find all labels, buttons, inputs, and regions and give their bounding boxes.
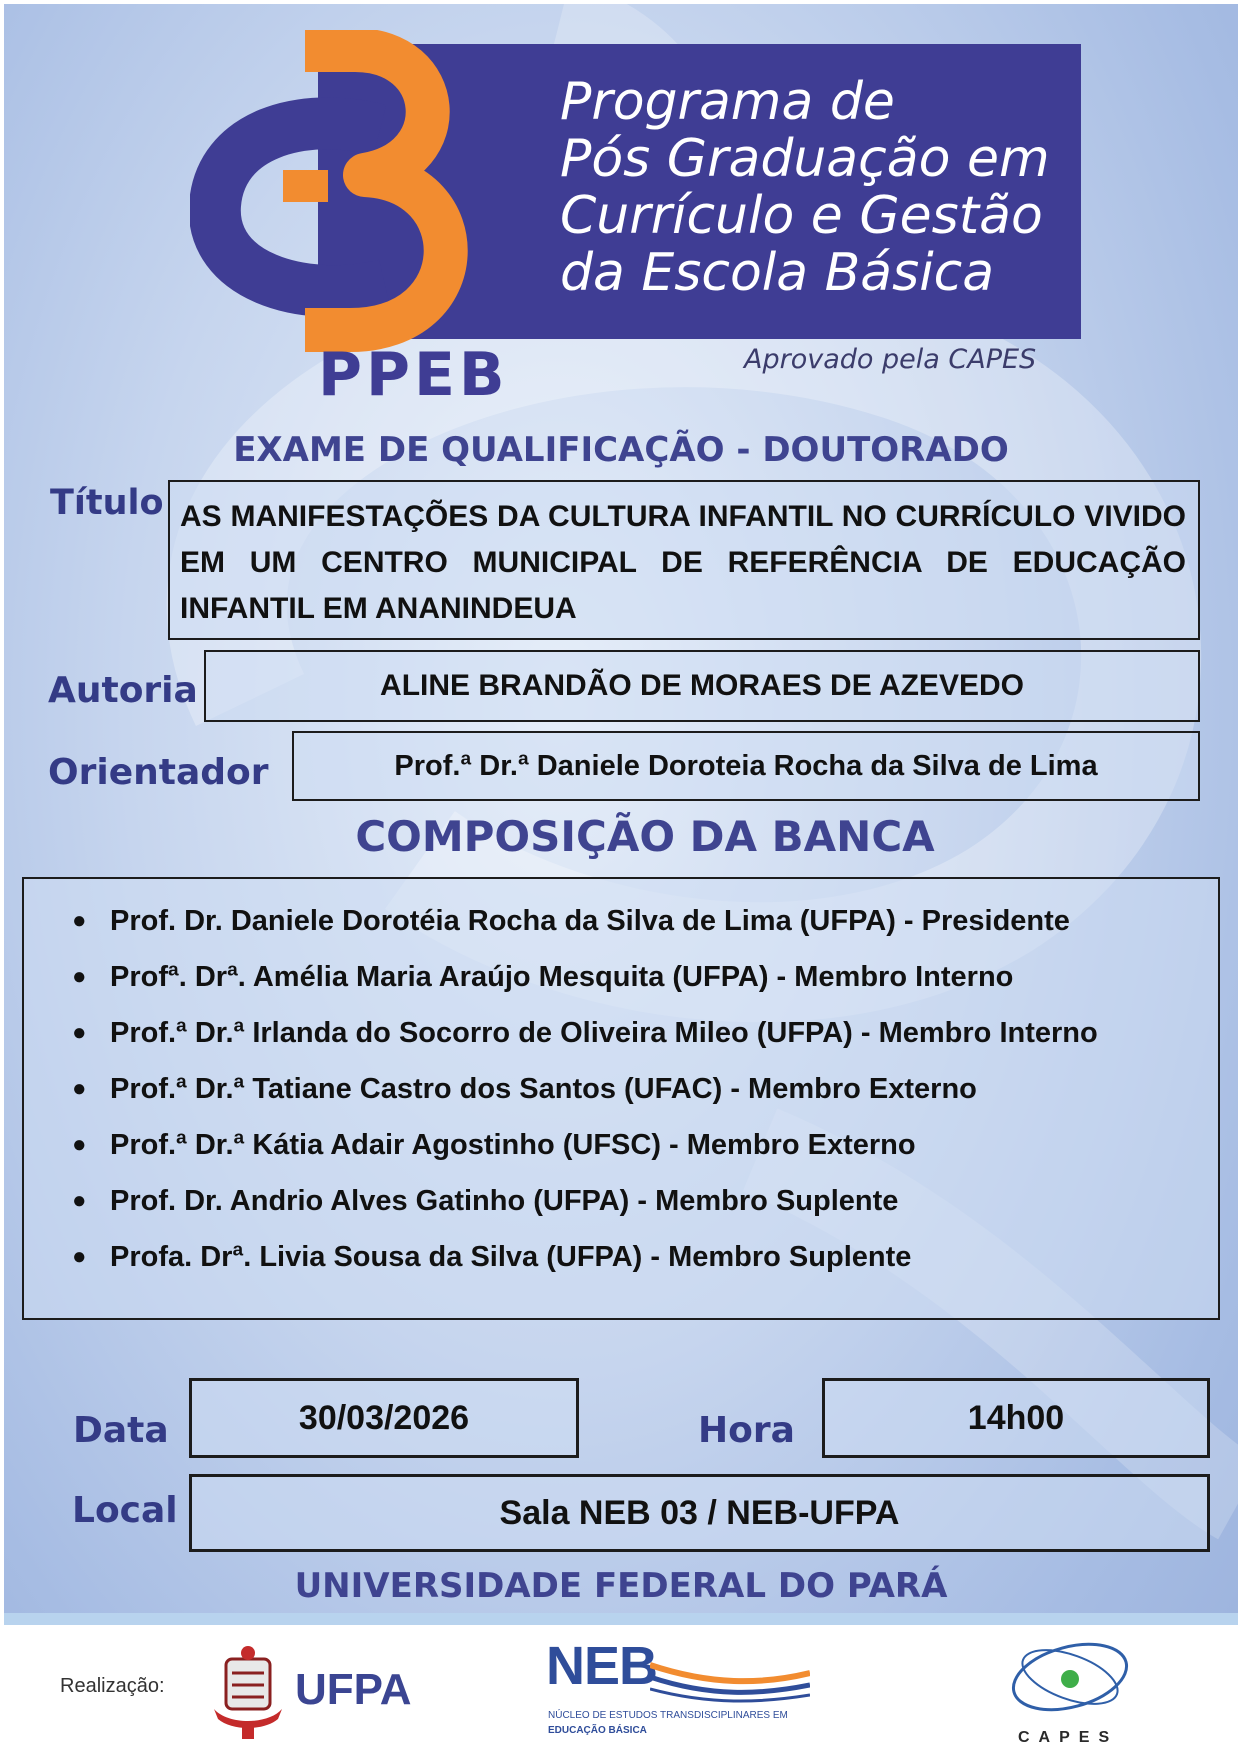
banca-box [22, 877, 1220, 1320]
member-text: Prof.ª Dr.ª Irlanda do Socorro de Oliveira Mileo (UFPA) - Membro Interno [110, 1017, 1098, 1049]
local-box [189, 1474, 1210, 1552]
realizacao-label: Realização: [60, 1675, 165, 1697]
program-name-line: Currículo e Gestão [560, 186, 1043, 246]
program-name-line: Pós Graduação em [560, 129, 1050, 189]
bullet-icon: ● [72, 1243, 87, 1270]
neb-subtitle-line: NÚCLEO DE ESTUDOS TRANSDISCIPLINARES EM [548, 1710, 788, 1721]
local-label: Local [72, 1490, 178, 1531]
member-text: Prof.ª Dr.ª Tatiane Castro dos Santos (UFAC) - Membro Externo [110, 1073, 977, 1105]
autoria-label: Autoria [48, 670, 198, 711]
bullet-icon: ● [72, 907, 87, 934]
bullet-icon: ● [72, 1131, 87, 1158]
author-name: ALINE BRANDÃO DE MORAES DE AZEVEDO [380, 669, 1024, 702]
banca-heading: COMPOSIÇÃO DA BANCA [355, 812, 935, 861]
bullet-icon: ● [72, 1075, 87, 1102]
orientador-label: Orientador [48, 752, 269, 793]
autoria-box [204, 650, 1200, 722]
member-text: Prof.ª Dr.ª Kátia Adair Agostinho (UFSC) - Membro Externo [110, 1129, 916, 1161]
ppeb-logo-icon [190, 30, 520, 370]
data-label: Data [73, 1410, 169, 1451]
list-item [72, 1117, 1098, 1173]
neb-swoosh-icon [650, 1655, 810, 1705]
program-name-line: da Escola Básica [560, 243, 995, 303]
ufpa-crest-icon [208, 1643, 288, 1743]
capes-logo-text: CAPES [1018, 1729, 1119, 1746]
capes-logo-icon [995, 1635, 1145, 1725]
advisor-name: Prof.ª Dr.ª Daniele Doroteia Rocha da Silva de Lima [394, 749, 1098, 782]
list-item [72, 1229, 1098, 1285]
thesis-title: AS MANIFESTAÇÕES DA CULTURA INFANTIL NO CURRÍCULO VIVIDO EM UM CENTRO MUNICIPAL DE REFERÊNCIA DE EDUCAÇÃO INFANTIL EM ANANINDEUA [180, 500, 1186, 625]
orientador-box [292, 731, 1200, 801]
bullet-icon: ● [72, 963, 87, 990]
bullet-icon: ● [72, 1019, 87, 1046]
bullet-icon: ● [72, 1187, 87, 1214]
titulo-label: Título [50, 483, 164, 523]
university-name: UNIVERSIDADE FEDERAL DO PARÁ [294, 1566, 948, 1606]
program-name-line: Programa de [560, 72, 895, 132]
exam-date: 30/03/2026 [298, 1398, 470, 1437]
exam-location: Sala NEB 03 / NEB-UFPA [499, 1493, 900, 1532]
member-text: Prof. Dr. Daniele Dorotéia Rocha da Silva de Lima (UFPA) - Presidente [110, 905, 1070, 937]
data-box [189, 1378, 579, 1458]
footer [0, 1625, 1242, 1755]
member-text: Profª. Drª. Amélia Maria Araújo Mesquita (UFPA) - Membro Interno [110, 961, 1014, 993]
capes-approval-note: Aprovado pela CAPES [744, 344, 1037, 375]
hora-box [822, 1378, 1210, 1458]
ppeb-acronym: PPEB [318, 340, 509, 410]
ufpa-logo-text: UFPA [295, 1665, 412, 1714]
list-item [72, 1173, 1098, 1229]
neb-logo-text: NEB [546, 1636, 658, 1696]
list-item [72, 1005, 1098, 1061]
member-text: Prof. Dr. Andrio Alves Gatinho (UFPA) - Membro Suplente [110, 1185, 899, 1217]
titulo-box [168, 480, 1200, 640]
member-text: Profa. Drª. Livia Sousa da Silva (UFPA) - Membro Suplente [110, 1241, 912, 1273]
program-name [560, 74, 1080, 302]
exam-time: 14h00 [967, 1398, 1065, 1437]
list-item [72, 949, 1098, 1005]
neb-subtitle-line: EDUCAÇÃO BÁSICA [548, 1725, 647, 1736]
list-item [72, 1061, 1098, 1117]
footer-divider [0, 1613, 1242, 1625]
hora-label: Hora [698, 1410, 795, 1451]
banca-list [72, 893, 1098, 1285]
exam-title: EXAME DE QUALIFICAÇÃO - DOUTORADO [233, 430, 1009, 470]
list-item [72, 893, 1098, 949]
